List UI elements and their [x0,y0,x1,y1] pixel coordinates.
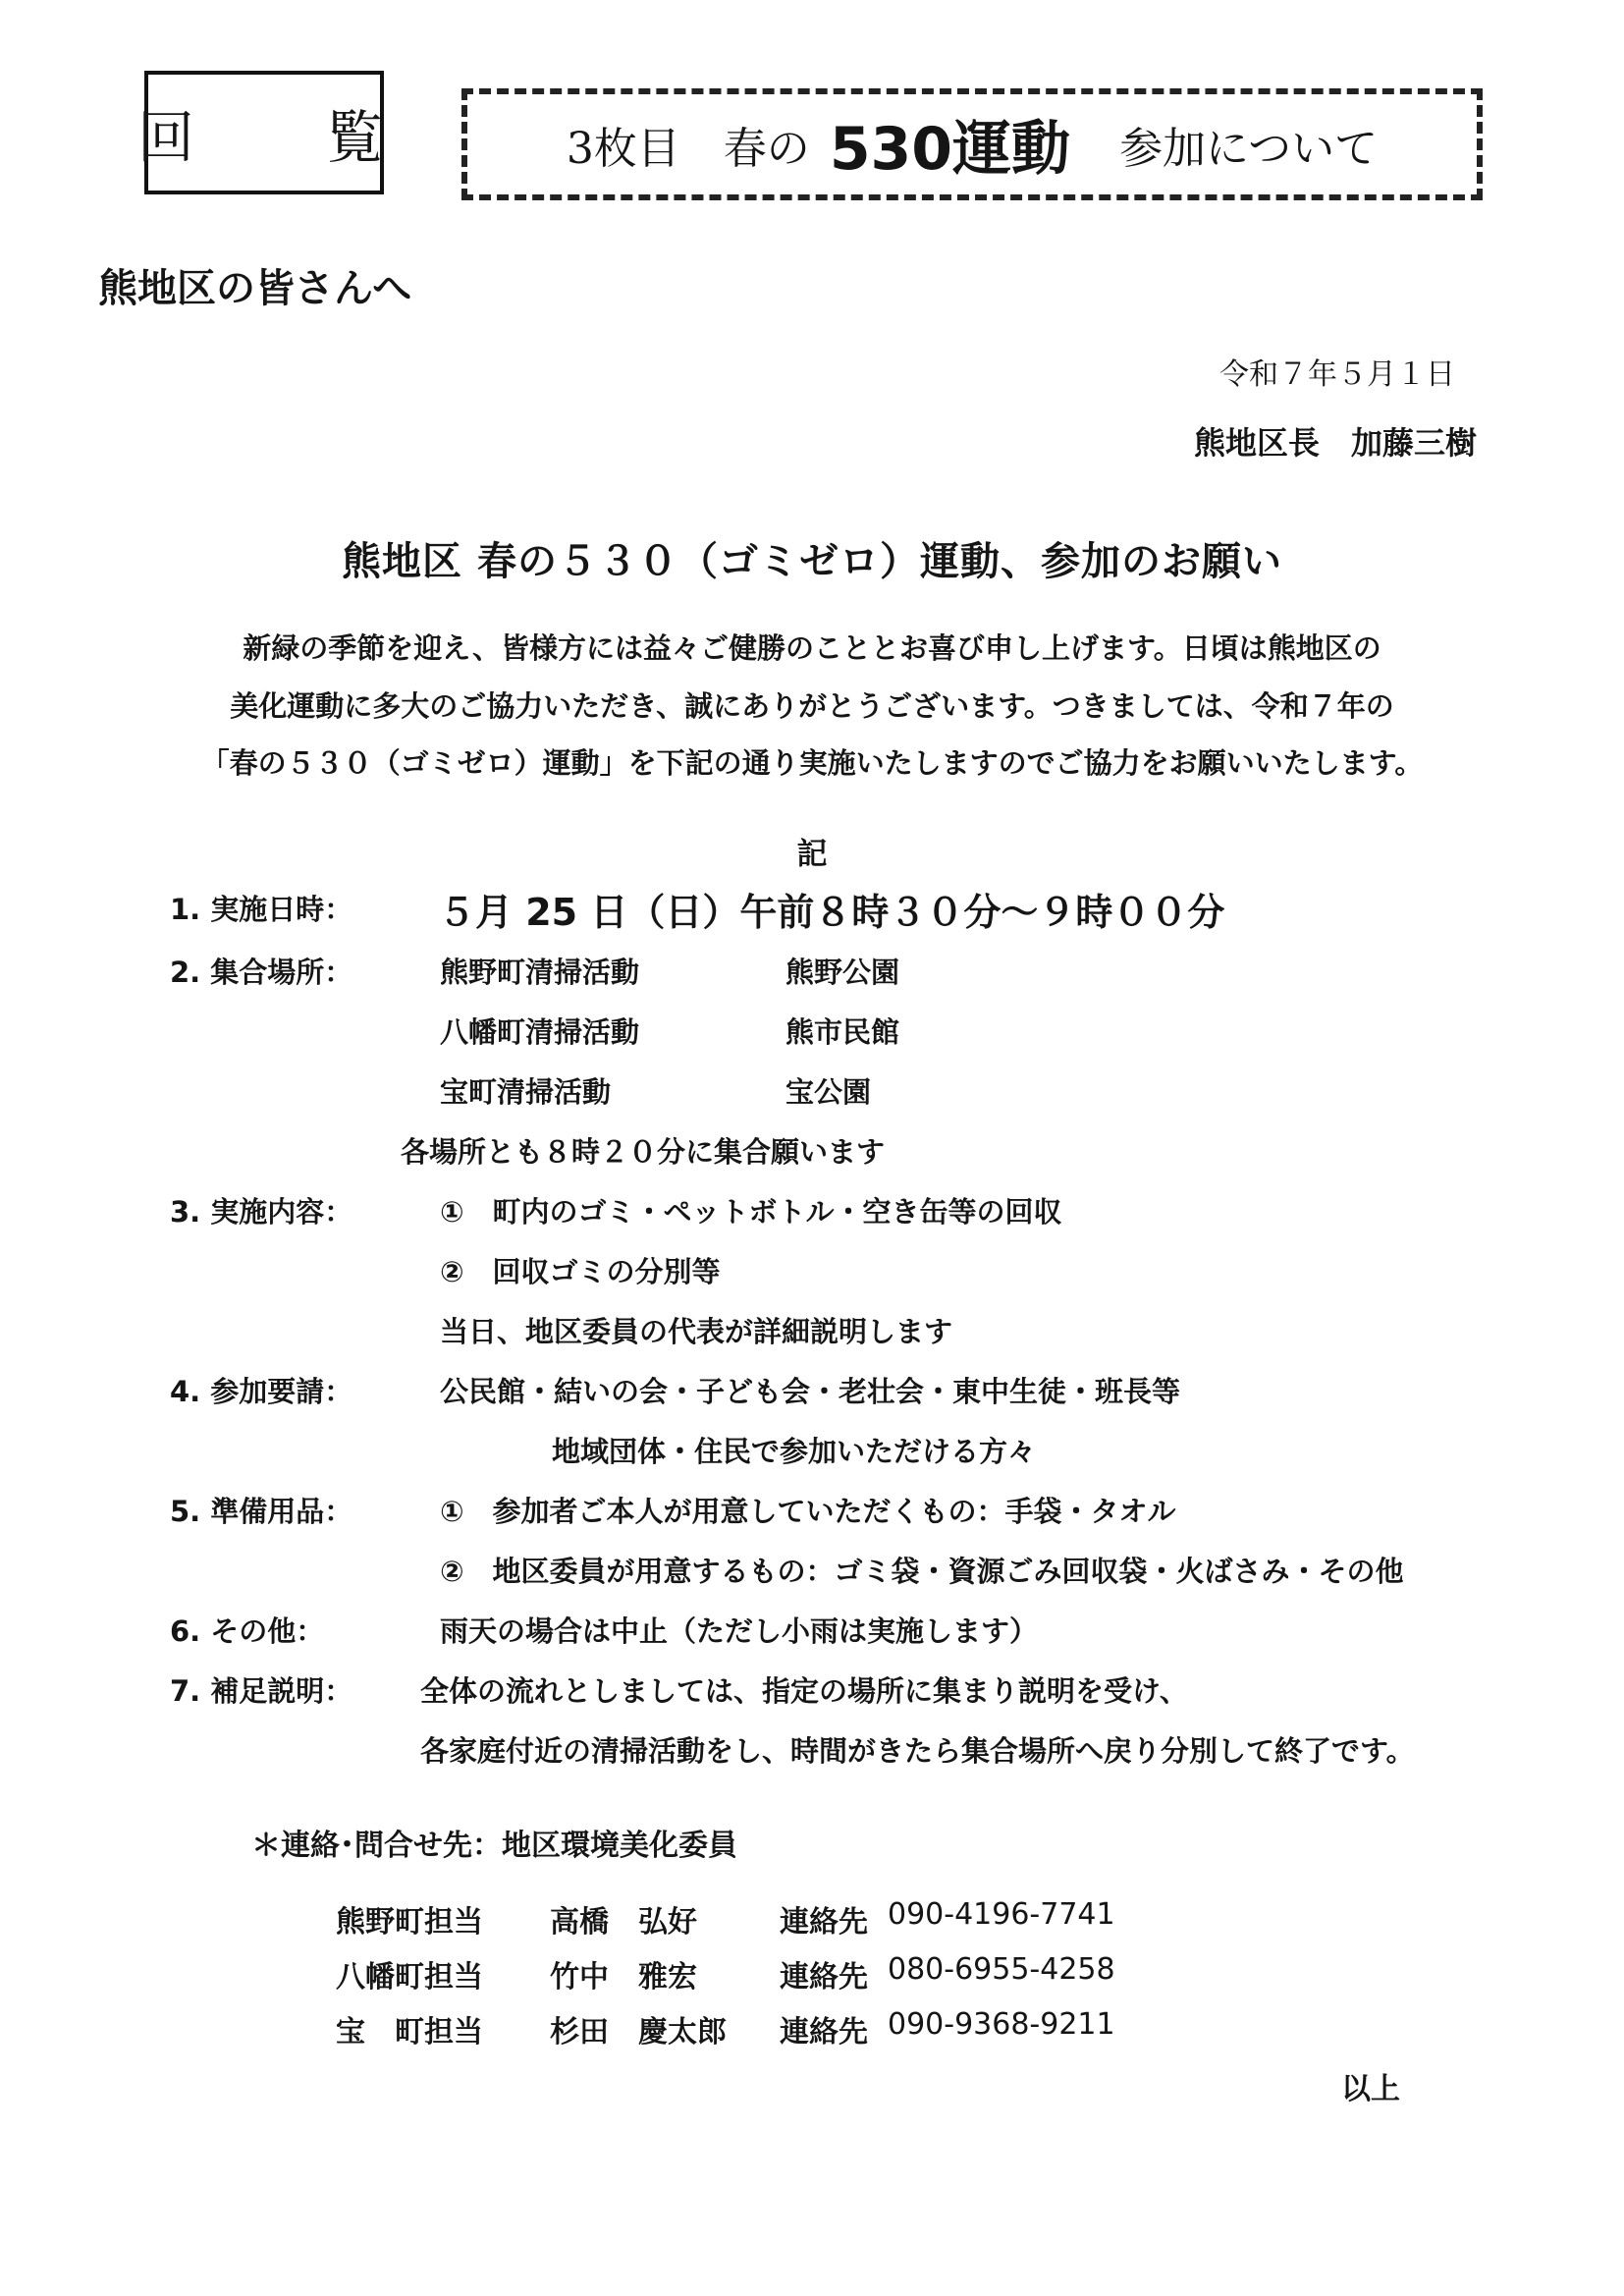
contact-tel: 090-9368-9211 [888,2007,1115,2042]
item-place-label: 2. 集合場所： [170,956,353,989]
item-content-label: 3. 実施内容： [170,1195,353,1229]
content-note: 当日、地区委員の代表が詳細説明します [440,1315,953,1348]
contact-tel-label: 連絡先 [780,1960,868,1995]
contact-area: 熊野町担当 [336,1905,483,1940]
place-venue: 熊市民館 [785,1015,900,1049]
contact-tel: 090-4196-7741 [888,1897,1115,1932]
content-line: ① 町内のゴミ・ペットボトル・空き缶等の回収 [440,1195,1062,1229]
issue-date: 令和７年５月１日 [1219,357,1455,392]
item-supplement-label: 7. 補足説明： [170,1674,353,1708]
item-request-label: 4. 参加要請： [170,1375,353,1408]
contact-tel-label: 連絡先 [780,1905,868,1940]
contact-heading: ＊連絡･問合せ先：地区環境美化委員 [251,1829,737,1863]
contact-name: 高橋 弘好 [550,1905,697,1940]
supplement-line: 各家庭付近の清掃活動をし、時間がきたら集合場所へ戻り分別して終了です。 [420,1734,1415,1768]
request-line: 公民館・結いの会・子ども会・老壮会・東中生徒・班長等 [440,1375,1181,1408]
contact-name: 杉田 慶太郎 [550,2015,727,2050]
circulation-stamp [137,71,421,194]
item-other-label: 6. その他： [170,1614,325,1648]
contact-name: 竹中 雅宏 [550,1960,697,1995]
place-note: 各場所とも８時２０分に集合願います [401,1135,886,1169]
supplies-line: ① 参加者ご本人が用意していただくもの：手袋・タオル [440,1495,1176,1528]
other-value: 雨天の場合は中止（ただし小雨は実施します） [440,1614,1039,1648]
content-line: ② 回収ゴミの分別等 [440,1255,721,1288]
contact-area: 八幡町担当 [336,1960,483,1995]
title-prefix: 3枚目 春の [566,124,810,174]
contact-tel: 080-6955-4258 [888,1952,1115,1987]
item-supplies-label: 5. 準備用品： [170,1495,353,1528]
supplies-line: ② 地区委員が用意するもの：ゴミ袋・資源ごみ回収袋・火ばさみ・その他 [440,1555,1404,1588]
title-suffix: 参加について [1119,124,1379,174]
supplement-line: 全体の流れとしましては、指定の場所に集まり説明を受け、 [420,1674,1188,1708]
contact-tel-label: 連絡先 [780,2015,868,2050]
place-activity: 八幡町清掃活動 [440,1015,640,1049]
item-date-value: ５月 25 日（日）午前８時３０分～９時００分 [438,891,1225,934]
notes-marker: 記 [796,837,828,872]
intro-line: 美化運動に多大のご協力いただき、誠にありがとうございます。つきましては、令和７年の [230,689,1394,723]
contact-area: 宝 町担当 [336,2015,483,2050]
greeting: 熊地区の皆さんへ [98,266,412,311]
intro-line: 「春の５３０（ゴミゼロ）運動」を下記の通り実施いたしますのでご協力をお願いいたします。 [200,746,1424,780]
page-title: 熊地区 春の５３０（ゴミゼロ）運動、参加のお願い [342,539,1282,584]
item-date-label: 1. 実施日時： [170,893,353,926]
title-box [461,88,1483,200]
request-line: 地域団体・住民で参加いただける方々 [552,1435,1037,1468]
intro-line: 新緑の季節を迎え、皆様方には益々ご健勝のこととお喜び申し上げます。日頃は熊地区の [243,631,1381,665]
place-activity: 熊野町清掃活動 [440,956,640,989]
closing-mark: 以上 [1341,2072,1400,2106]
place-venue: 熊野公園 [785,956,900,989]
place-activity: 宝町清掃活動 [440,1075,612,1109]
circulation-label: 回 覧 [137,104,421,171]
title-bold: 530運動 [829,115,1071,184]
sender: 熊地区長 加藤三樹 [1193,424,1477,462]
place-venue: 宝公園 [785,1075,872,1109]
